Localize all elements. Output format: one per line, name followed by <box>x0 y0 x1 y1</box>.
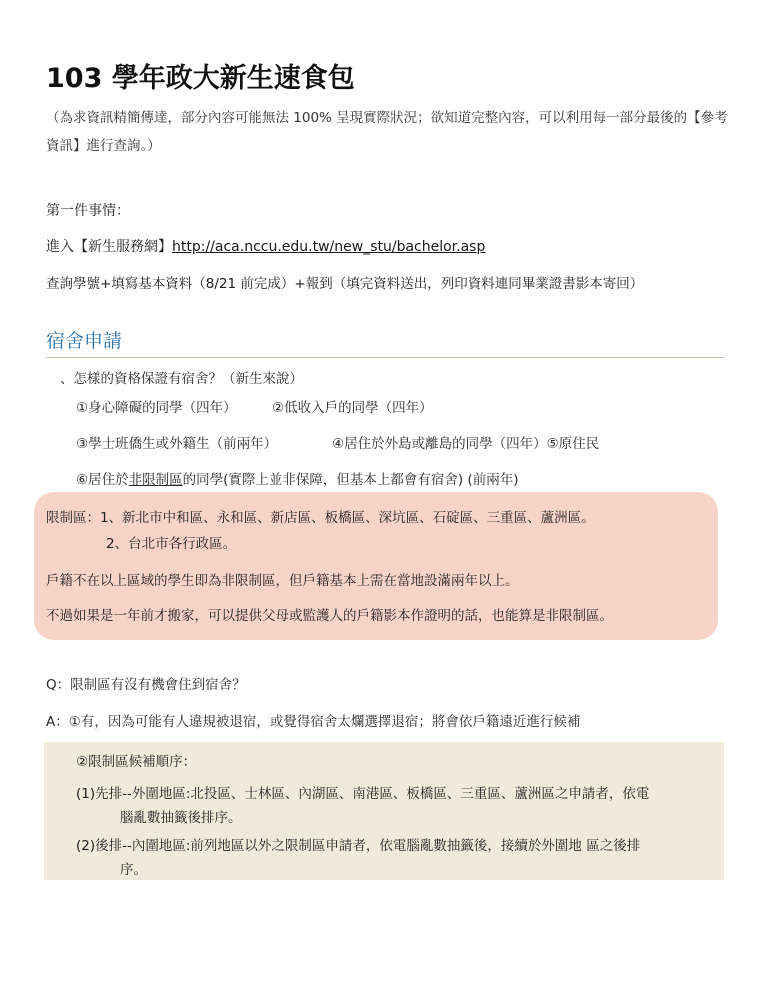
waitlist-item-2-line-1: (2)後排--內圍地區:前列地區以外之限制區申請者，依電腦亂數抽籤後，接續於外圍地 區之後排 <box>76 838 641 854</box>
intro-note: （為求資訊精簡傳達，部分內容可能無法 100% 呈現實際狀況；欲知道完整內容，可以利用每一部分最後的【參考資訊】進行查詢。） <box>46 110 728 154</box>
page-title: 103 學年政大新生速食包 <box>46 63 355 94</box>
new-student-service-link[interactable]: http://aca.nccu.edu.tw/new_stu/bachelor.asp <box>172 239 486 255</box>
qualification-item-1: ①身心障礙的同學（四年） <box>76 400 237 416</box>
waitlist-item-1-line-2: 腦亂數抽籤後排序。 <box>120 810 242 826</box>
enter-line <box>46 236 485 256</box>
restricted-area-line-3: 戶籍不在以上區域的學生即為非限制區，但戶籍基本上需在當地設滿兩年以上。 <box>46 573 519 589</box>
waitlist-item-1-line-1: (1)先排--外圍地區:北投區、士林區、內湖區、南港區、板橋區、三重區、蘆洲區之申請者，依電 <box>76 786 650 802</box>
qualification-item-6 <box>76 468 518 488</box>
dorm-question: 、怎樣的資格保證有宿舍？（新生來說） <box>60 371 303 387</box>
item6-prefix: ⑥居住於 <box>76 472 129 488</box>
dorm-section-heading: 宿舍申請 <box>46 330 123 352</box>
qualification-item-3: ③學士班僑生或外籍生（前兩年） <box>76 436 278 452</box>
qa-answer: A：①有，因為可能有人違規被退宿，或覺得宿舍太爛選擇退宿；將會依戶籍遠近進行候補 <box>46 714 581 730</box>
waitlist-heading: ②限制區候補順序： <box>76 754 197 770</box>
qualification-item-4-5: ④居住於外島或離島的同學（四年）⑤原住民 <box>332 436 600 452</box>
item6-suffix: 的同學(實際上並非保障，但基本上都會有宿舍) (前兩年) <box>182 472 519 488</box>
restricted-area-line-4: 不過如果是一年前才搬家，可以提供父母或監護人的戶籍影本作證明的話，也能算是非限制區。 <box>46 608 613 624</box>
restricted-area-line-2: 2、台北市各行政區。 <box>106 536 237 552</box>
non-restricted-area-term: 非限制區 <box>128 472 183 488</box>
qualification-item-2: ②低收入戶的同學（四年） <box>272 400 433 416</box>
first-step-heading: 第一件事情： <box>46 203 130 219</box>
qa-question: Q：限制區有沒有機會住到宿舍？ <box>46 677 246 693</box>
query-line: 查詢學號+填寫基本資料（8/21 前完成）+報到（填完資料送出，列印資料連同畢業證書影本寄回） <box>46 276 644 292</box>
section-divider <box>46 357 724 358</box>
enter-prefix: 進入【新生服務網】 <box>46 239 172 255</box>
restricted-area-line-1: 限制區：1、新北市中和區、永和區、新店區、板橋區、深坑區、石碇區、三重區、蘆洲區。 <box>46 510 595 526</box>
waitlist-item-2-line-2: 序。 <box>120 862 147 878</box>
